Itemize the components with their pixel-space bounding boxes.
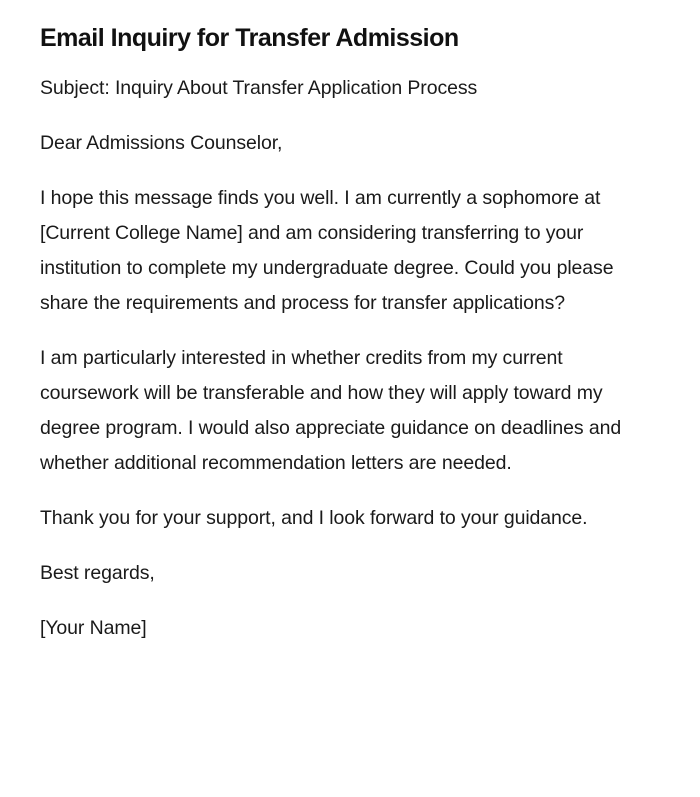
document-title: Email Inquiry for Transfer Admission — [40, 24, 459, 52]
email-closing: Best regards, — [40, 562, 155, 584]
body-paragraph-2: I am particularly interested in whether credits from my current coursework will be transferable and how they will apply toward my degree program. I would also appreciate guidance on deadlines and whether additional recommendation letters are needed. — [40, 347, 622, 474]
email-signature: [Your Name] — [40, 617, 147, 639]
email-greeting: Dear Admissions Counselor, — [40, 132, 283, 154]
body-paragraph-1: I hope this message finds you well. I am currently a sophomore at [Current College Name] and am considering transferring to your institution to complete my undergraduate degree. Could you please share the requirements and process for transfer applications? — [40, 187, 614, 314]
body-paragraph-3: Thank you for your support, and I look forward to your guidance. — [40, 507, 588, 529]
email-subject: Subject: Inquiry About Transfer Application Process — [40, 77, 478, 99]
